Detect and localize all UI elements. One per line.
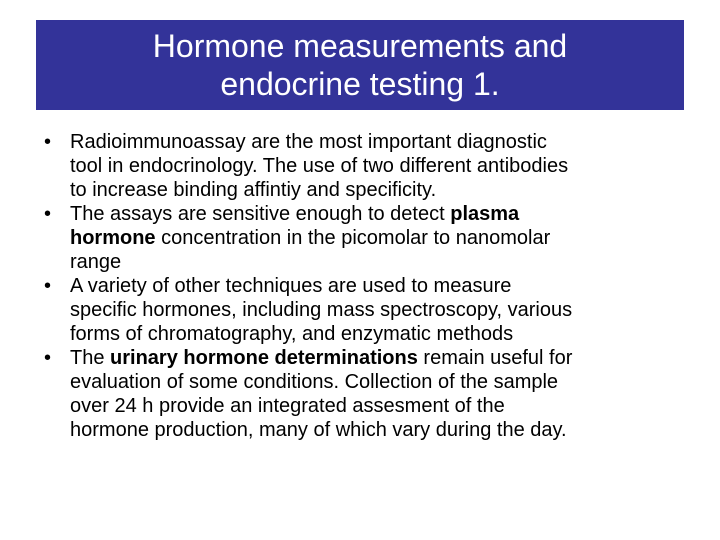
bullet-text-line: Radioimmunoassay are the most important diagnostic (70, 131, 547, 153)
bullet-text-line: evaluation of some conditions. Collection of the sample (70, 371, 559, 393)
bullet-text-line: to increase binding affintiy and specificity. (70, 179, 437, 201)
bullet-text-line: range (70, 251, 122, 273)
bullet-item-other-techniques (44, 274, 684, 346)
bullet-text: concentration in the picomolar to nanomolar (155, 227, 551, 249)
bullet-emphasis: hormone (70, 227, 156, 249)
slide-title (36, 20, 684, 110)
bullet-emphasis: plasma (450, 203, 520, 225)
bullet-text-line: hormone production, many of which vary during the day. (70, 419, 567, 441)
bullet-item-assay-sensitivity (44, 202, 684, 274)
bullet-text-line: forms of chromatography, and enzymatic methods (70, 323, 514, 345)
bullet-glyph: • (44, 203, 52, 225)
bullet-text: remain useful for (417, 347, 573, 369)
bullet-item-urinary-determinations (44, 346, 684, 442)
bullet-text: The (70, 347, 111, 369)
bullet-text-line: over 24 h provide an integrated assesment of the (70, 395, 505, 417)
slide-title-line-1: Hormone measurements and (152, 28, 568, 64)
bullet-text: The assays are sensitive enough to detect (70, 203, 451, 225)
slide-title-line-2: endocrine testing 1. (220, 66, 500, 102)
bullet-text-line (70, 226, 684, 250)
bullet-glyph: • (44, 131, 52, 153)
bullet-glyph: • (44, 275, 52, 297)
bullet-text-line: specific hormones, including mass spectroscopy, various (70, 299, 573, 321)
bullet-text-line (70, 202, 684, 226)
bullet-glyph: • (44, 347, 52, 369)
bullet-list (44, 130, 684, 442)
bullet-text-line: tool in endocrinology. The use of two different antibodies (70, 155, 569, 177)
bullet-text-line (70, 346, 684, 370)
bullet-item-radioimmunoassay (44, 130, 684, 202)
bullet-text-line: A variety of other techniques are used to measure (70, 275, 512, 297)
bullet-emphasis: urinary hormone determinations (110, 347, 418, 369)
